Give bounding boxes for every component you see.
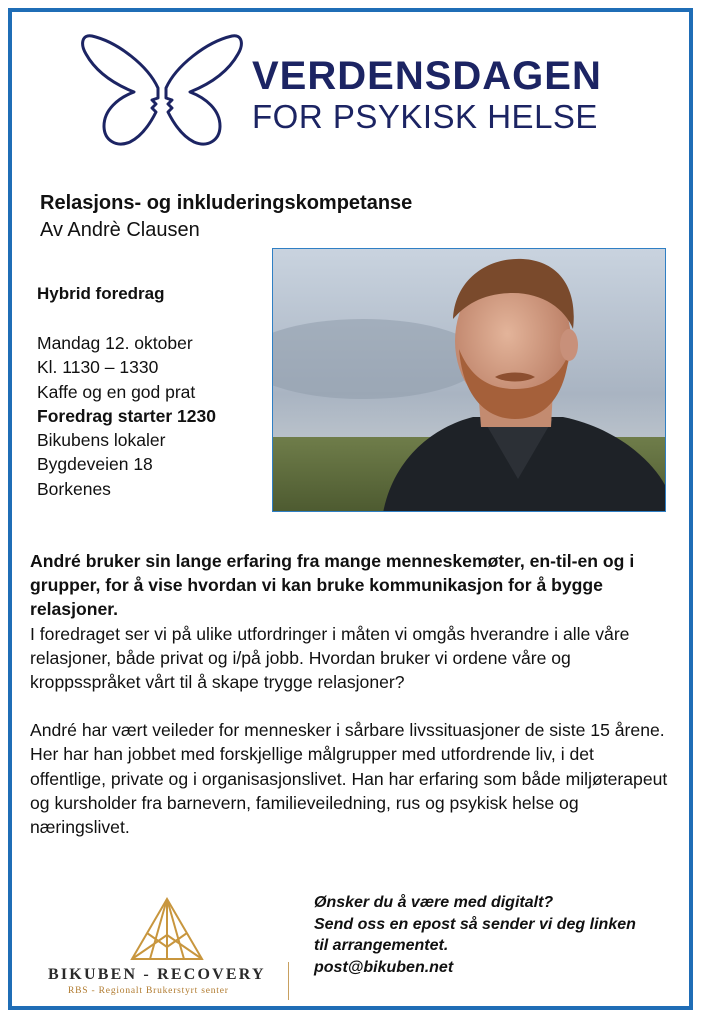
contact-line-3: til arrangementet. [314,937,449,954]
paragraph-challenges: I foredraget ser vi på ulike utfordringer i måten vi omgås hverandre i alle våre relasjoner, både privat og i/på jobb. Hvordan bruker vi ordene våre og kroppsspråket vårt til å skape trygge relasjoner? [30,623,630,693]
event-title: Relasjons- og inkluderingskompetanse [40,192,413,214]
brand-title: VERDENSDAGEN [252,54,602,98]
detail-start: Foredrag starter 1230 [37,405,216,426]
org-name: BIKUBEN - RECOVERY [48,966,266,983]
contact-email[interactable]: post@bikuben.net [314,958,454,976]
speaker-photo [272,248,666,512]
butterfly-faces-icon [78,32,246,150]
paragraph-gap [30,694,670,718]
contact-info [314,892,636,978]
detail-address: Bygdeveien 18 [37,454,153,475]
detail-city: Borkenes [37,478,111,499]
contact-line-2: Send oss en epost så sender vi deg linken [314,915,636,933]
contact-line-1: Ønsker du å være med digitalt? [314,894,554,911]
event-details [37,331,216,501]
detail-date: Mandag 12. oktober [37,333,193,353]
detail-time: Kl. 1130 – 1330 [37,357,159,378]
detail-coffee: Kaffe og en god prat [37,381,196,402]
paragraph-bio: André har vært veileder for mennesker i sårbare livssituasjoner de siste 15 årene. Her har han jobbet med forskjellige målgrupper med utfordrende liv, i det offentlige, private og i organisasjonslivet. Han har erfaring som både miljøterapeut og kursholder fra barnevern, familieveiledning, rus og psykisk helse og næringslivet. [30,720,668,838]
event-author: Av Andrè Clausen [40,219,200,241]
description [30,549,670,839]
footer-divider [288,962,289,1000]
lead-paragraph: André bruker sin lange erfaring fra mange menneskemøter, en-til-en og i grupper, for å vise hvordan vi kan bruke kommunikasjon for å bygge relasjoner. [30,551,635,620]
detail-venue: Bikubens lokaler [37,430,166,451]
event-format: Hybrid foredrag [37,284,165,303]
brand-subtitle: FOR PSYKISK HELSE [252,98,598,135]
org-subtitle: RBS - Regionalt Brukerstyrt senter [68,986,229,996]
portrait-image [273,249,666,512]
